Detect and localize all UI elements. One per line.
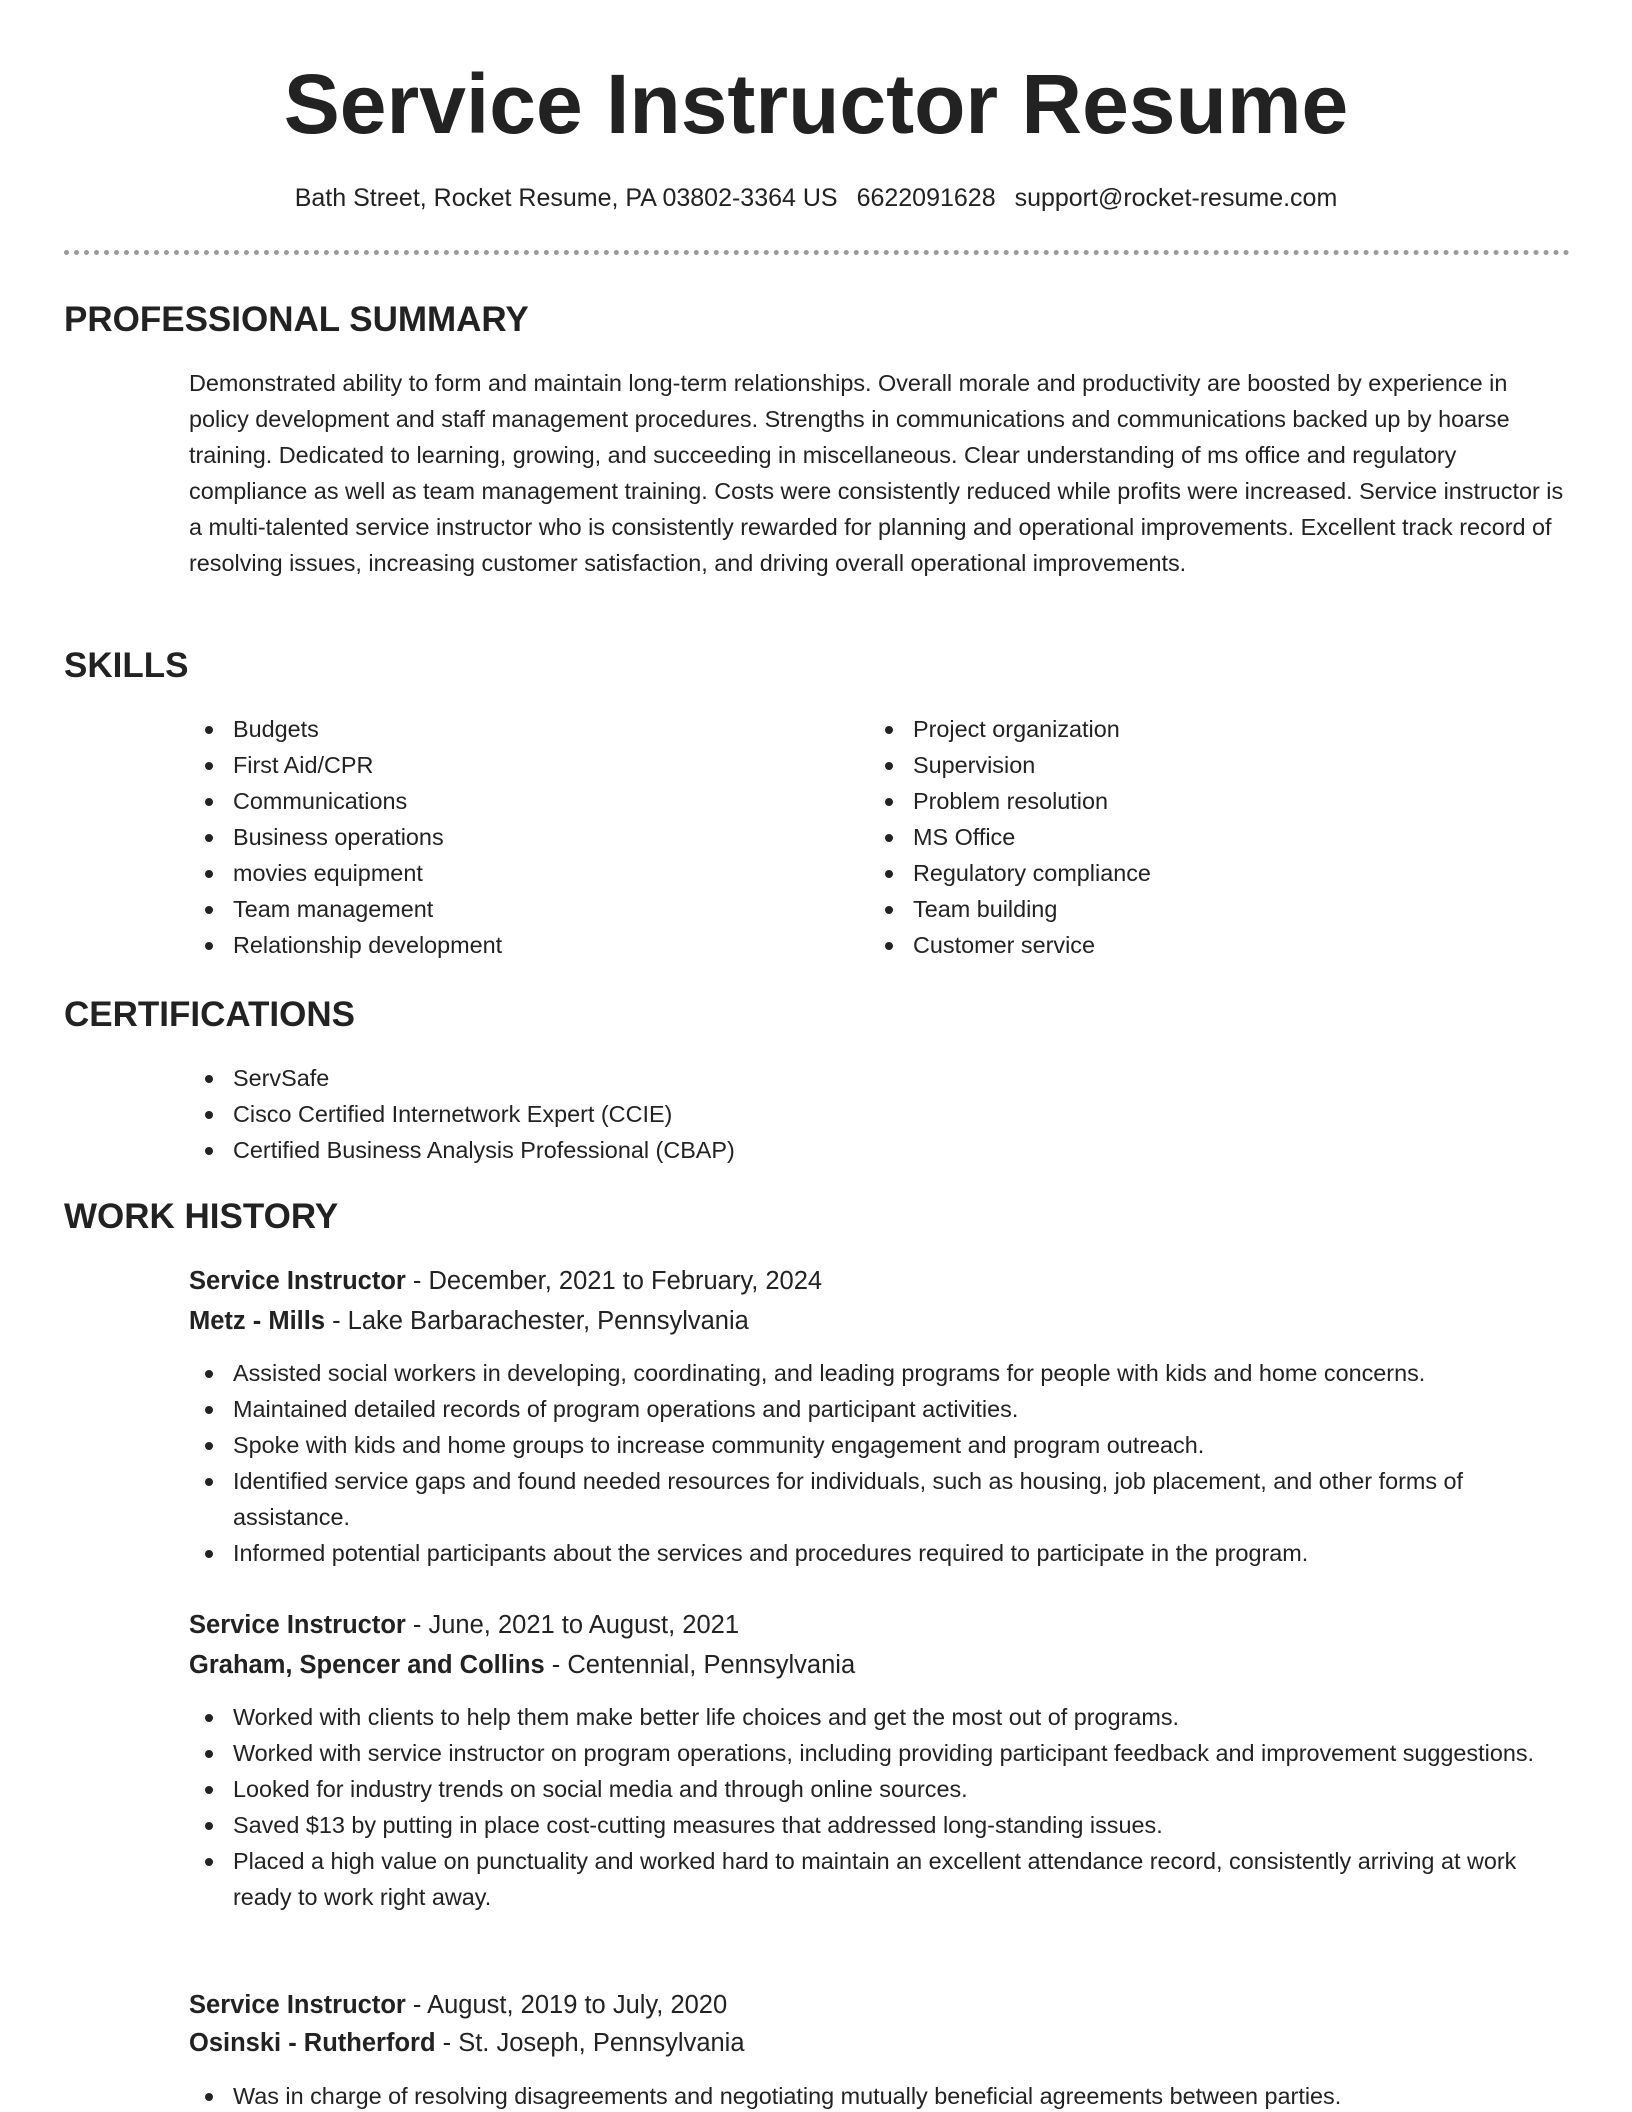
job-title-line: [189, 1263, 822, 1299]
certification-item: Certified Business Analysis Professional (CBAP): [189, 1132, 1571, 1168]
skill-item: Project organization: [869, 711, 1569, 747]
skill-item: First Aid/CPR: [189, 747, 849, 783]
skill-item: Regulatory compliance: [869, 855, 1569, 891]
job-bullet: Looked for industry trends on social media and through online sources.: [189, 1771, 1571, 1807]
job-title-line: [189, 1987, 727, 2023]
job-bullet: Worked with clients to help them make better life choices and get the most out of programs.: [189, 1699, 1571, 1735]
job-company: Osinski - Rutherford: [189, 2029, 436, 2057]
job-dates: - December, 2021 to February, 2024: [405, 1267, 823, 1295]
job-company: Graham, Spencer and Collins: [189, 1651, 545, 1679]
header-divider: [64, 250, 1570, 255]
skill-item: Problem resolution: [869, 783, 1569, 819]
skills-heading: SKILLS: [64, 646, 189, 685]
job-bullets: [189, 2078, 1571, 2112]
job-bullets: [189, 1355, 1571, 1571]
certification-item: Cisco Certified Internetwork Expert (CCIE): [189, 1096, 1571, 1132]
job-bullet: Identified service gaps and found needed resources for individuals, such as housing, job placement, and other forms of assistance.: [189, 1463, 1571, 1535]
skill-item: Budgets: [189, 711, 849, 747]
job-title-line: [189, 1607, 739, 1643]
job-company-line: [189, 1303, 749, 1339]
job-bullet: Informed potential participants about the services and procedures required to participate in the program.: [189, 1535, 1571, 1571]
job-company-line: [189, 2025, 745, 2061]
certifications-heading: CERTIFICATIONS: [64, 995, 356, 1034]
skills-list-right: [869, 711, 1569, 963]
contact-address: Bath Street, Rocket Resume, PA 03802-3364 US: [294, 184, 838, 212]
job-bullet: Maintained detailed records of program operations and participant activities.: [189, 1391, 1571, 1427]
job-company-line: [189, 1647, 855, 1683]
contact-phone: 6622091628: [856, 184, 996, 212]
skill-item: Team management: [189, 891, 849, 927]
job-bullets: [189, 1699, 1571, 1915]
skill-item: Team building: [869, 891, 1569, 927]
contact-email: support@rocket-resume.com: [1014, 184, 1338, 212]
certifications-list: [189, 1060, 1571, 1168]
job-title: Service Instructor: [189, 1991, 406, 2019]
job-location: - Centennial, Pennsylvania: [544, 1651, 856, 1679]
skill-item: Supervision: [869, 747, 1569, 783]
summary-heading: PROFESSIONAL SUMMARY: [64, 300, 529, 339]
certification-item: ServSafe: [189, 1060, 1571, 1096]
job-bullet: Placed a high value on punctuality and worked hard to maintain an excellent attendance record, consistently arriving at work ready to work right away.: [189, 1843, 1571, 1915]
job-dates: - August, 2019 to July, 2020: [405, 1991, 728, 2019]
job-location: - Lake Barbarachester, Pennsylvania: [325, 1307, 749, 1335]
job-dates: - June, 2021 to August, 2021: [405, 1611, 740, 1639]
job-company: Metz - Mills: [189, 1307, 326, 1335]
job-bullet: Worked with service instructor on program operations, including providing participant feedback and improvement suggestions.: [189, 1735, 1571, 1771]
skill-item: Business operations: [189, 819, 849, 855]
job-bullet: Assisted social workers in developing, coordinating, and leading programs for people with kids and home concerns.: [189, 1355, 1571, 1391]
skill-item: Customer service: [869, 927, 1569, 963]
skill-item: MS Office: [869, 819, 1569, 855]
work-history-heading: WORK HISTORY: [64, 1197, 339, 1236]
summary-text: Demonstrated ability to form and maintain long-term relationships. Overall morale and productivity are boosted by experience in policy development and staff management procedures. Strengths in communications and communications backed up by hoarse training. Dedicated to learning, growing, and succeeding in miscellaneous. Clear understanding of ms office and regulatory compliance as well as team management training. Costs were consistently reduced while profits were increased. Service instructor is a multi-talented service instructor who is consistently rewarded for planning and operational improvements. Excellent track record of resolving issues, increasing customer satisfaction, and driving overall operational improvements.: [189, 370, 1564, 576]
skill-item: Communications: [189, 783, 849, 819]
skills-list-left: [189, 711, 849, 963]
job-bullet: Spoke with kids and home groups to increase community engagement and program outreach.: [189, 1427, 1571, 1463]
contact-line: [0, 180, 1632, 216]
job-bullet: Was in charge of resolving disagreements and negotiating mutually beneficial agreements between parties.: [189, 2078, 1571, 2112]
resume-title: Service Instructor Resume: [283, 57, 1349, 151]
job-bullet: Saved $13 by putting in place cost-cutting measures that addressed long-standing issues.: [189, 1807, 1571, 1843]
job-title: Service Instructor: [189, 1267, 406, 1295]
job-title: Service Instructor: [189, 1611, 406, 1639]
job-location: - St. Joseph, Pennsylvania: [435, 2029, 745, 2057]
skill-item: Relationship development: [189, 927, 849, 963]
skill-item: movies equipment: [189, 855, 849, 891]
